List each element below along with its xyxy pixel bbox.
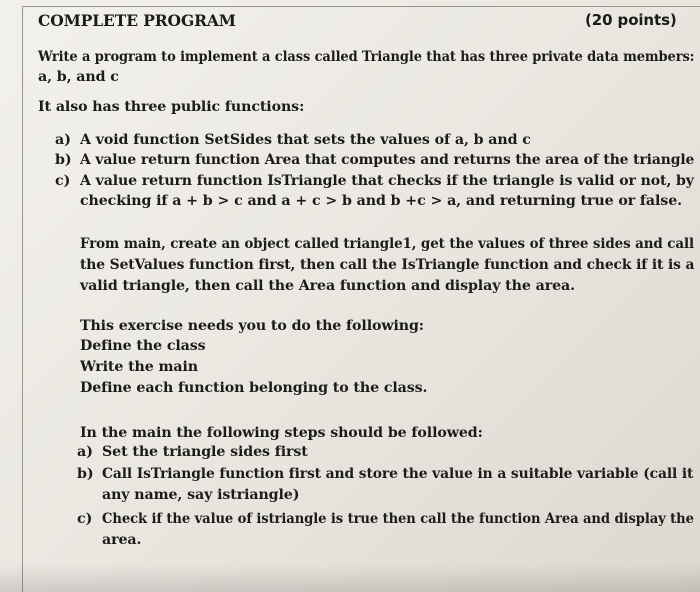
step-marker: b) <box>77 466 94 482</box>
exercise-heading: This exercise needs you to do the following: <box>80 318 424 334</box>
step-line: Call IsTriangle function first and store the value in a suitable variable (call it <box>102 466 694 482</box>
function-marker: b) <box>55 152 72 168</box>
table-border-top <box>22 6 700 7</box>
exercise-item: Define each function belonging to the class. <box>80 380 428 396</box>
steps-heading: In the main the following steps should be followed: <box>80 425 483 441</box>
main-paragraph-line: the SetValues function first, then call the IsTriangle function and check if it is a <box>80 257 695 273</box>
exercise-item: Write the main <box>80 359 199 375</box>
step-line: area. <box>102 532 142 548</box>
step-line: Check if the value of istriangle is true then call the function Area and display the <box>102 511 694 527</box>
table-border-left <box>22 6 23 592</box>
function-line: A void function SetSides that sets the values of a, b and c <box>80 132 531 148</box>
function-line: A value return function Area that computes and returns the area of the triangle <box>80 152 695 168</box>
intro-line-1: Write a program to implement a class called Triangle that has three private data members: <box>38 49 695 65</box>
section-title: COMPLETE PROGRAM <box>38 11 236 30</box>
step-marker: a) <box>77 444 93 460</box>
step-marker: c) <box>77 511 93 527</box>
main-paragraph-line: From main, create an object called triangle1, get the values of three sides and call <box>80 236 694 252</box>
function-marker: c) <box>55 173 71 189</box>
intro-line-2: a, b, and c <box>38 69 119 85</box>
main-paragraph-line: valid triangle, then call the Area function and display the area. <box>80 278 575 294</box>
step-line: any name, say istriangle) <box>102 487 300 503</box>
points-label: (20 points) <box>585 11 677 29</box>
photo-shadow <box>0 564 700 592</box>
function-line: checking if a + b > c and a + c > b and b +c > a, and returning true or false. <box>80 193 682 209</box>
exercise-item: Define the class <box>80 338 206 354</box>
function-marker: a) <box>55 132 71 148</box>
step-line: Set the triangle sides first <box>102 444 308 460</box>
functions-heading: It also has three public functions: <box>38 99 305 115</box>
function-line: A value return function IsTriangle that checks if the triangle is valid or not, by <box>80 173 694 189</box>
